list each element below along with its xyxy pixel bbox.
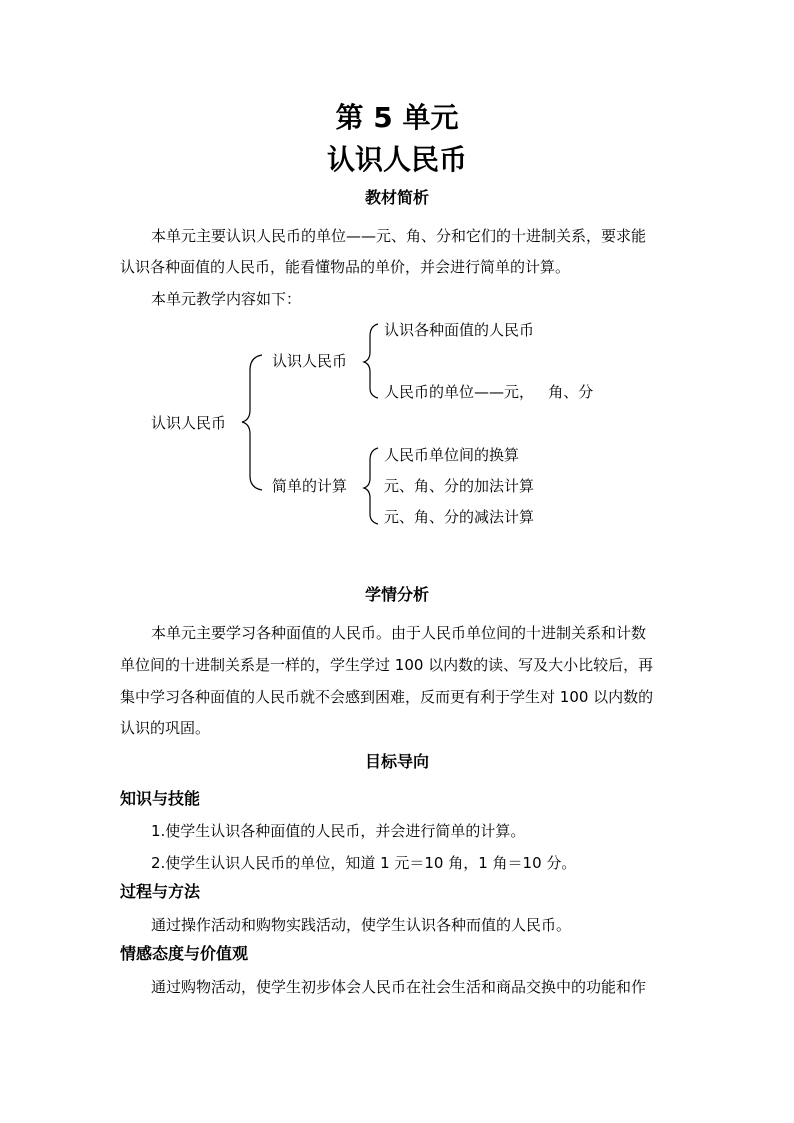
paragraph-line: 认识各种面值的人民币，能看懂物品的单价，并会进行简单的计算。 <box>120 258 571 276</box>
subheading-knowledge: 知识与技能 <box>120 789 201 808</box>
section-heading-textbook-analysis: 教材简析 <box>364 188 429 207</box>
goal-item: 1.使学生认识各种面值的人民币，并会进行简单的计算。 <box>151 822 526 840</box>
paragraph-line: 认识的巩固。 <box>120 719 211 737</box>
paragraph-line: 集中学习各种面值的人民币就不会感到困难，反而更有利于学生对 100 以内数的 <box>120 688 654 706</box>
section-heading-goals: 目标导向 <box>364 752 429 771</box>
branch1-brace <box>364 324 378 398</box>
paragraph-line: 本单元教学内容如下： <box>151 290 302 308</box>
diagram-leaf: 元、角、分的减法计算 <box>384 508 535 526</box>
diagram-leaf: 人民币单位间的换算 <box>384 446 520 464</box>
diagram-leaf: 人民币的单位——元， 角、分 <box>384 383 594 401</box>
page-title: 认识人民币 <box>326 143 467 176</box>
subheading-emotion: 情感态度与价值观 <box>120 944 249 963</box>
diagram-branch-label: 简单的计算 <box>272 477 348 495</box>
section-heading-learning-analysis: 学情分析 <box>364 585 429 604</box>
paragraph-line: 本单元主要认识人民币的单位——元、角、分和它们的十进制关系，要求能 <box>151 227 647 245</box>
paragraph-line: 通过购物活动，使学生初步体会人民币在社会生活和商品交换中的功能和作 <box>151 978 647 996</box>
paragraph-line: 单位间的十进制关系是一样的，学生学过 100 以内数的读、写及大小比较后，再 <box>120 656 654 674</box>
paragraph-line: 本单元主要学习各种面值的人民币。由于人民币单位间的十进制关系和计数 <box>151 624 647 642</box>
diagram-branch-label: 认识人民币 <box>272 352 348 370</box>
subheading-process: 过程与方法 <box>120 882 201 901</box>
branch2-brace <box>364 448 378 524</box>
paragraph-line: 通过操作活动和购物实践活动，使学生认识各种而值的人民币。 <box>151 916 572 934</box>
goal-item: 2.使学生认识人民币的单位，知道 1 元＝10 角，1 角＝10 分。 <box>151 854 577 872</box>
root-brace <box>242 355 262 490</box>
diagram-leaf: 元、角、分的加法计算 <box>384 477 535 495</box>
unit-title: 第 5 单元 <box>335 101 459 134</box>
diagram-leaf: 认识各种面值的人民币 <box>384 321 535 339</box>
diagram-root: 认识人民币 <box>151 414 227 432</box>
